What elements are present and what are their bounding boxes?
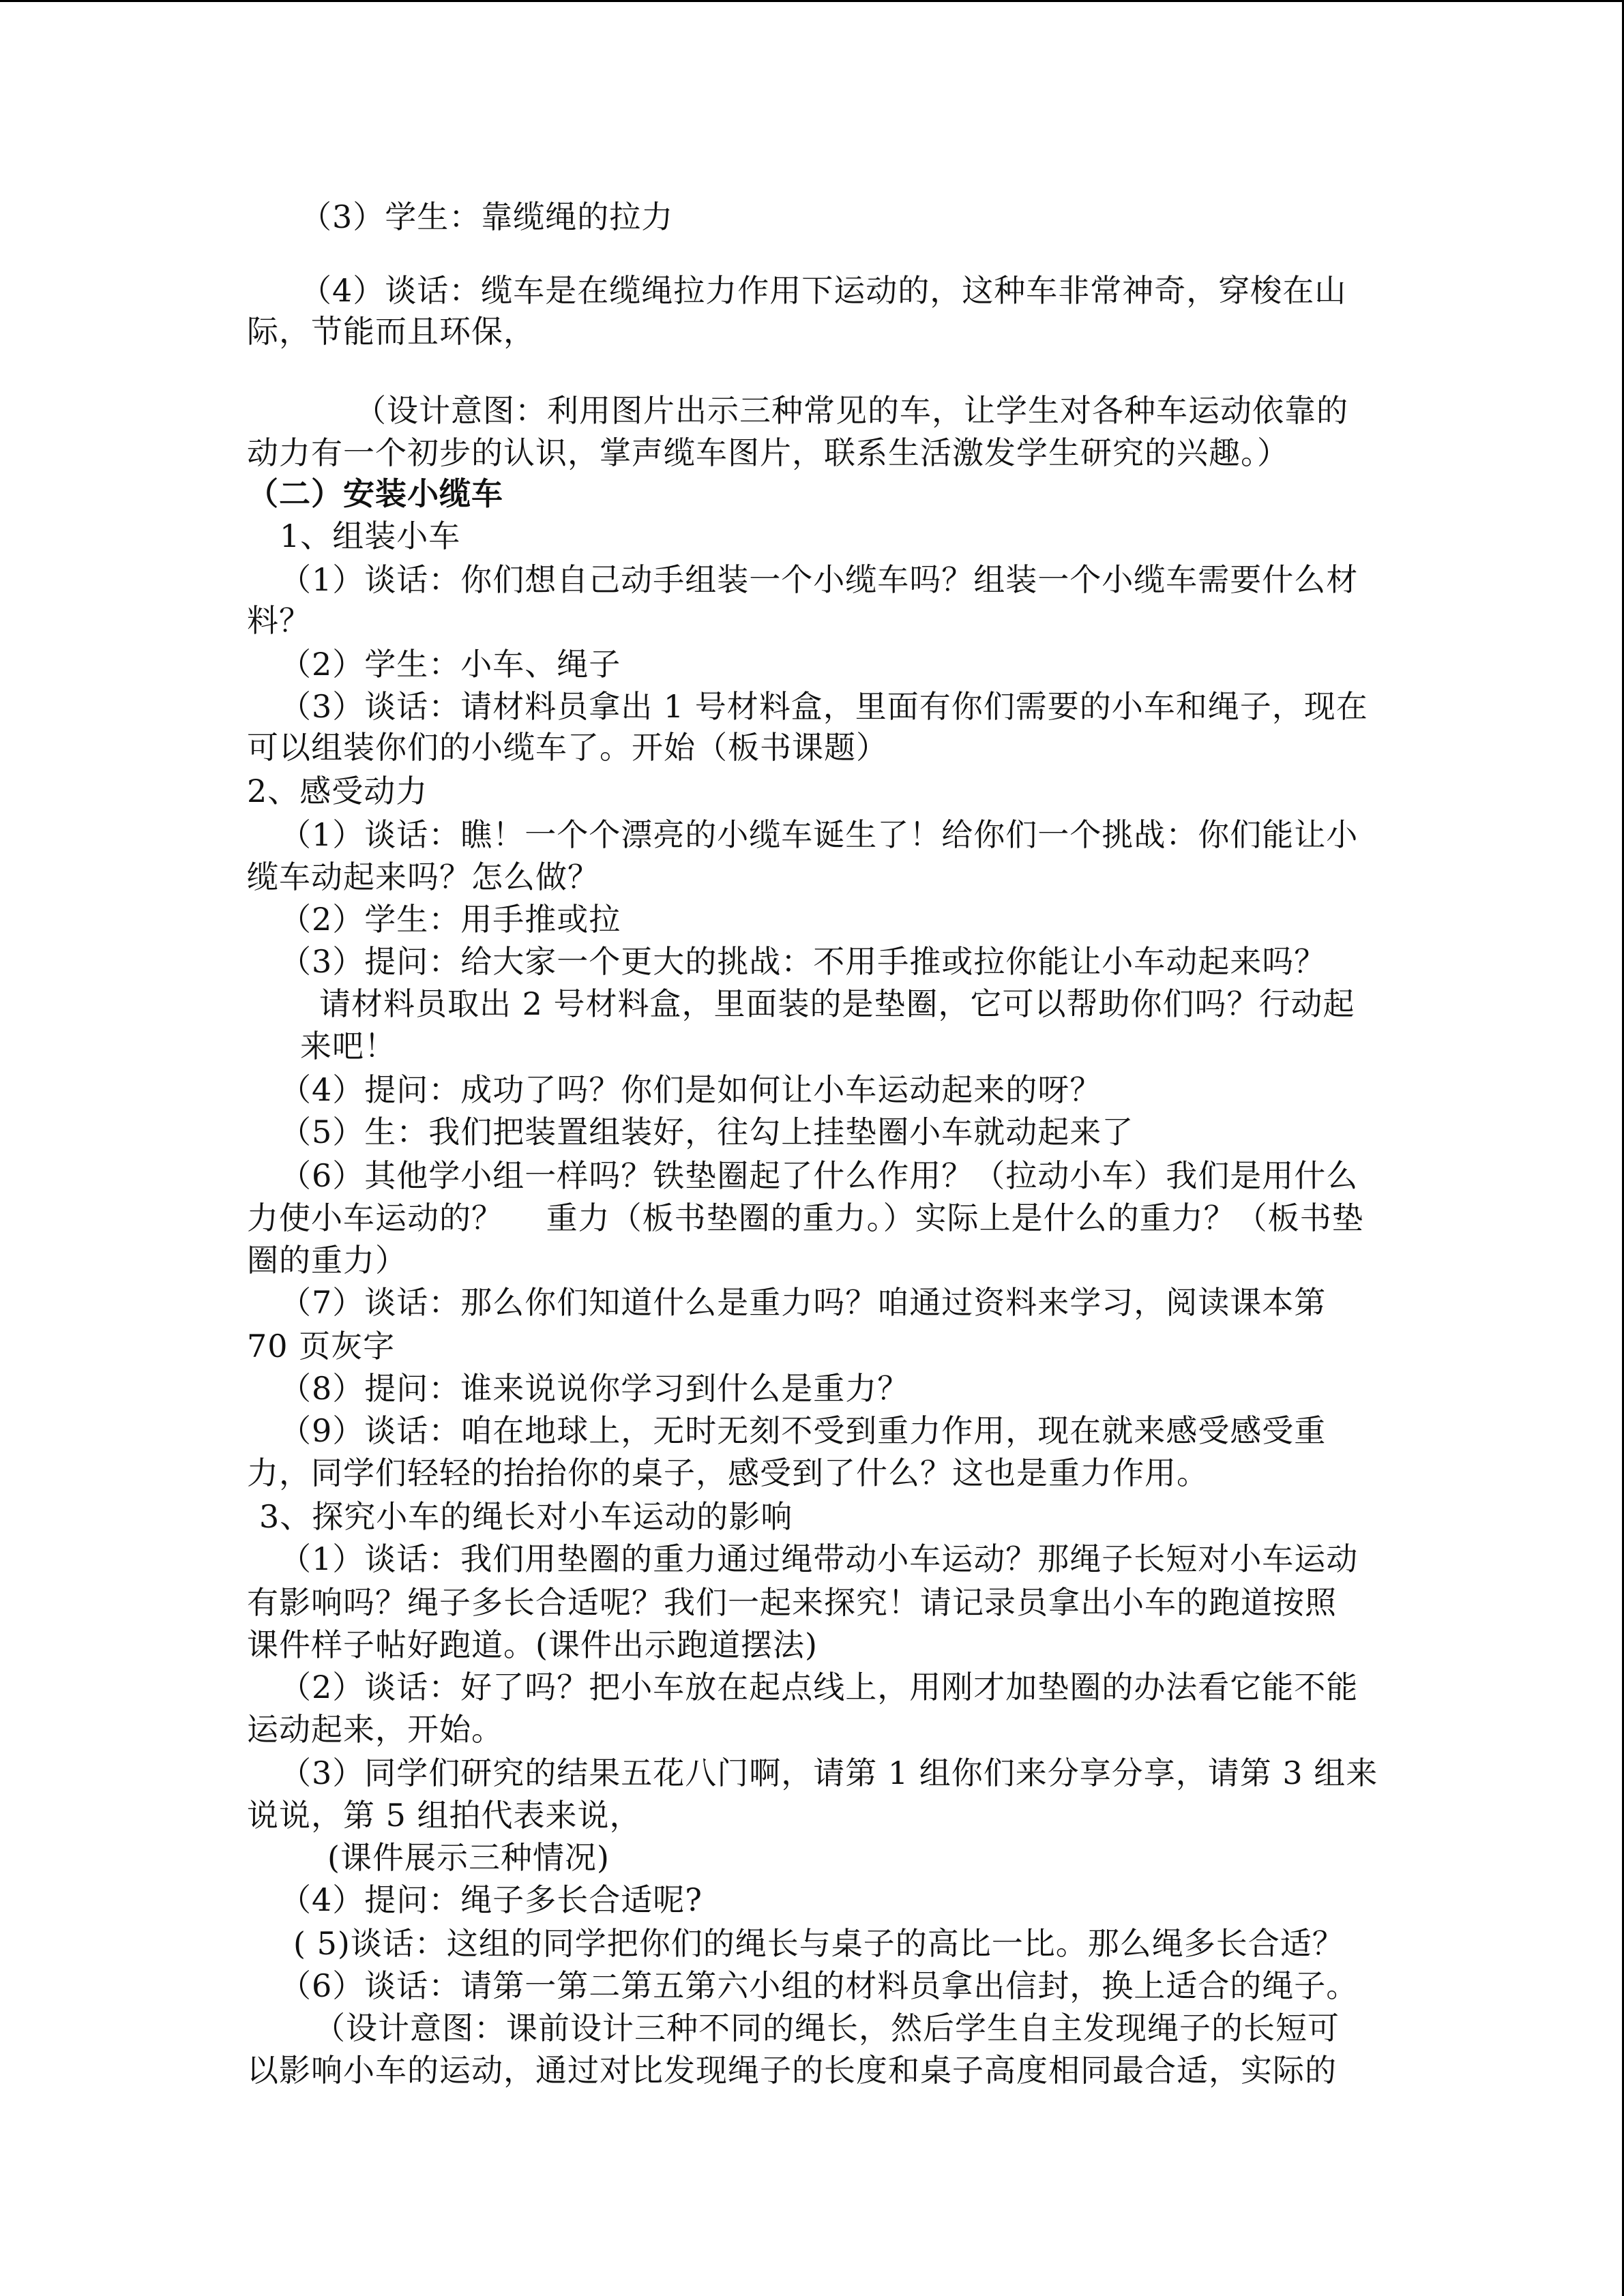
text-line: 运动起来，开始。 [247,1711,503,1748]
text-line: （1）谈话：我们用垫圈的重力通过绳带动小车运动？那绳子长短对小车运动 [280,1540,1359,1577]
text-line: 际，节能而且环保， [247,313,535,350]
text-line: （2）学生：小车、绳子 [280,646,621,683]
text-line: 以影响小车的运动，通过对比发现绳子的长度和桌子高度相同最合适，实际的 [247,2052,1337,2089]
text-line: 力使小车运动的？ 重力（板书垫圈的重力。）实际上是什么的重力？（板书垫 [247,1199,1364,1236]
text-line: （7）谈话：那么你们知道什么是重力吗？咱通过资料来学习，阅读课本第 [280,1284,1327,1321]
text-line: 1、组装小车 [280,518,461,554]
text-line: 动力有一个初步的认识，掌声缆车图片，联系生活激发学生研究的兴趣。） [247,434,1289,471]
text-line: （2）学生：用手推或拉 [280,901,621,938]
text-line: （6）谈话：请第一第二第五第六小组的材料员拿出信封，换上适合的绳子。 [280,1967,1359,2004]
text-line: （5）生：我们把装置组装好，往勾上挂垫圈小车就动起来了 [280,1114,1134,1150]
text-line: （3）学生：靠缆绳的拉力 [300,198,674,235]
text-line: （1）谈话：瞧！一个个漂亮的小缆车诞生了！给你们一个挑战：你们能让小 [280,816,1359,853]
text-line: （8）提问：谁来说说你学习到什么是重力？ [280,1370,910,1407]
text-line: ( 5)谈话：这组的同学把你们的绳长与桌子的高比一比。那么绳多长合适？ [293,1925,1344,1962]
text-line: （设计意图：利用图片出示三种常见的车，让学生对各种车运动依靠的 [355,392,1348,429]
text-line: 70 页灰字 [247,1328,396,1365]
text-line: （4）提问：成功了吗？你们是如何让小车运动起来的呀？ [280,1071,1102,1108]
text-line: （4）提问：绳子多长合适呢? [280,1881,703,1918]
text-line: （设计意图：课前设计三种不同的绳长，然后学生自主发现绳子的长短可 [314,2010,1340,2046]
text-line: （2）谈话：好了吗？把小车放在起点线上，用刚才加垫圈的办法看它能不能 [280,1669,1359,1705]
text-line: 请材料员取出 2 号材料盒，里面装的是垫圈，它可以帮助你们吗？行动起 [319,985,1355,1022]
text-line: （3）谈话：请材料员拿出 1 号材料盒，里面有你们需要的小车和绳子，现在 [280,688,1368,725]
text-line: （3）同学们研究的结果五花八门啊，请第 1 组你们来分享分享，请第 3 组来 [280,1755,1378,1791]
text-line: 课件样子帖好跑道。(课件出示跑道摆法) [247,1626,818,1663]
text-line: 有影响吗？绳子多长合适呢？我们一起来探究！请记录员拿出小车的跑道按照 [247,1584,1337,1621]
text-line: 说说，第 5 组拍代表来说， [247,1797,642,1834]
text-line: （9）谈话：咱在地球上，无时无刻不受到重力作用，现在就来感受感受重 [280,1412,1327,1449]
text-line: （3）提问：给大家一个更大的挑战：不用手推或拉你能让小车动起来吗？ [280,943,1327,980]
text-line: 圈的重力） [247,1242,407,1279]
text-line: （1）谈话：你们想自己动手组装一个小缆车吗？组装一个小缆车需要什么材 [280,561,1359,598]
section-heading: （二）安装小缆车 [247,475,503,512]
text-line: 缆车动起来吗？怎么做？ [247,859,600,895]
text-line: （6）其他学小组一样吗？铁垫圈起了什么作用？（拉动小车）我们是用什么 [280,1157,1359,1194]
text-line: 3、探究小车的绳长对小车运动的影响 [259,1498,793,1535]
text-line: (课件展示三种情况) [327,1839,610,1876]
text-line: 力，同学们轻轻的抬抬你的桌子，感受到了什么？这也是重力作用。 [247,1455,1209,1491]
text-line: 料？ [247,602,311,639]
text-line: （4）谈话：缆车是在缆绳拉力作用下运动的，这种车非常神奇，穿梭在山 [300,272,1347,309]
text-line: 来吧！ [300,1028,396,1064]
text-line: 可以组装你们的小缆车了。开始（板书课题） [247,729,888,766]
text-line: 2、感受动力 [247,773,428,809]
